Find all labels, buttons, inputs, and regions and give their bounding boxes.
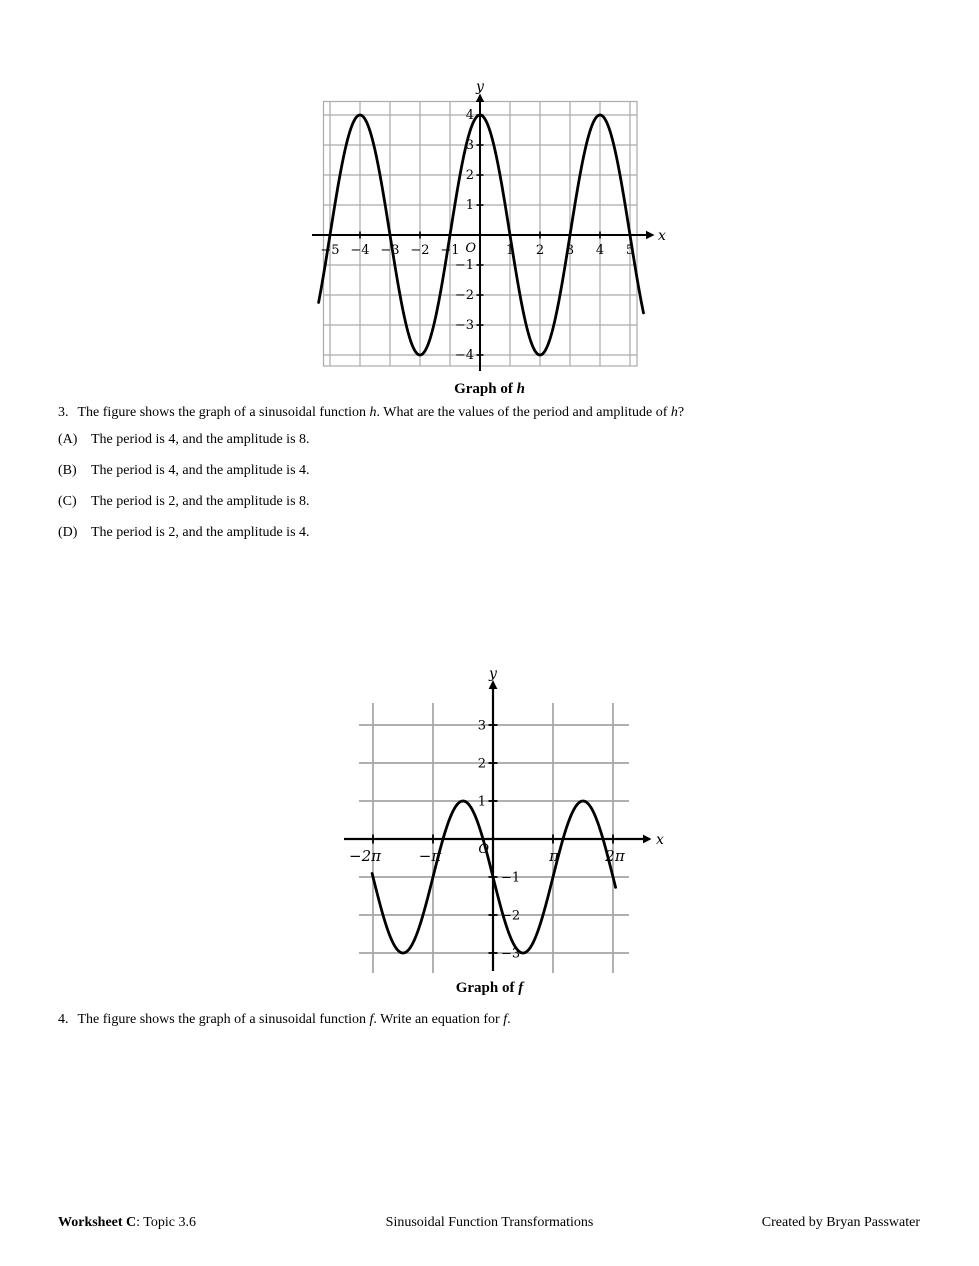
option-label: (C)	[58, 494, 77, 509]
y-tick-label: −3	[501, 946, 521, 962]
question-number: 3.	[58, 405, 69, 420]
y-tick-label: −2	[454, 288, 474, 303]
y-axis-label: y	[489, 666, 497, 682]
option-label: (A)	[58, 432, 78, 447]
fn-italic: h	[670, 405, 678, 420]
graph-h-x-tick-labels	[320, 243, 634, 258]
question-number: 4.	[58, 1012, 69, 1027]
question-text: . Write an equation for	[373, 1012, 504, 1027]
option-text: The period is 4, and the amplitude is 8.	[91, 432, 310, 447]
graph-f-caption	[0, 980, 979, 997]
y-tick-label: −4	[454, 348, 474, 363]
question-3	[58, 404, 684, 421]
question-text: . What are the values of the period and amplitude of	[376, 405, 671, 420]
option-text: The period is 2, and the amplitude is 4.	[91, 525, 310, 540]
footer-worksheet-label: Worksheet C	[58, 1215, 137, 1230]
footer-right: Created by Bryan Passwater	[761, 1215, 920, 1230]
caption-fn: f	[518, 980, 524, 996]
caption-text: Graph of	[455, 980, 519, 996]
x-tick-label: −π	[418, 847, 442, 865]
option-text: The period is 4, and the amplitude is 4.	[91, 463, 310, 478]
y-tick-label: 4	[465, 108, 474, 123]
y-tick-label: 1	[477, 794, 486, 810]
question-text: The figure shows the graph of a sinusoidal function	[77, 405, 370, 420]
x-tick-label: −3	[380, 243, 400, 258]
x-tick-label: 3	[565, 243, 575, 258]
fn-italic: f	[503, 1012, 508, 1027]
x-tick-label: π	[549, 847, 559, 865]
fn-italic: f	[369, 1012, 374, 1027]
y-tick-label: 1	[465, 198, 474, 213]
footer-topic: : Topic 3.6	[136, 1215, 196, 1230]
origin-label: O	[465, 241, 476, 256]
option-text: The period is 2, and the amplitude is 8.	[91, 494, 310, 509]
caption-fn: h	[516, 381, 525, 397]
x-tick-label: 5	[625, 243, 635, 258]
y-tick-label: −1	[501, 870, 521, 886]
question-4	[58, 1011, 511, 1028]
y-tick-label: 2	[477, 756, 486, 772]
y-tick-label: −2	[501, 908, 521, 924]
option-label: (B)	[58, 463, 77, 478]
x-axis-arrow-icon	[643, 835, 652, 844]
x-axis-label: x	[656, 832, 664, 848]
option-b	[58, 462, 310, 479]
x-tick-label: −1	[440, 243, 460, 258]
y-tick-label: −3	[454, 318, 474, 333]
fn-italic: h	[369, 405, 377, 420]
y-tick-label: 3	[465, 138, 474, 153]
x-tick-label: −2π	[349, 847, 381, 865]
graph-h-caption	[0, 381, 979, 398]
y-tick-label: −1	[454, 258, 474, 273]
x-tick-label: −4	[350, 243, 370, 258]
option-a	[58, 431, 310, 448]
x-axis-arrow-icon	[646, 231, 655, 239]
y-tick-label: 3	[477, 718, 486, 734]
graph-f-figure	[330, 655, 675, 985]
y-axis-label: y	[476, 79, 484, 95]
option-c	[58, 493, 310, 510]
x-tick-label: 2π	[605, 847, 625, 865]
x-tick-label: 2	[535, 243, 545, 258]
option-label: (D)	[58, 525, 78, 540]
question-text: ?	[677, 405, 685, 420]
x-axis-label: x	[658, 228, 666, 244]
x-tick-label: 4	[595, 243, 605, 258]
x-tick-label: −2	[410, 243, 430, 258]
footer-center: Sinusoidal Function Transformations	[385, 1215, 594, 1230]
x-tick-label: 1	[505, 243, 515, 258]
caption-text: Graph of	[454, 381, 517, 397]
question-text: .	[507, 1012, 511, 1027]
graph-h-figure	[300, 68, 672, 380]
y-tick-label: 2	[465, 168, 474, 183]
graph-h-axes	[312, 101, 647, 371]
question-text: The figure shows the graph of a sinusoidal function	[77, 1012, 370, 1027]
origin-label: O	[478, 842, 489, 857]
option-d	[58, 524, 310, 541]
x-tick-label: −5	[320, 243, 340, 258]
